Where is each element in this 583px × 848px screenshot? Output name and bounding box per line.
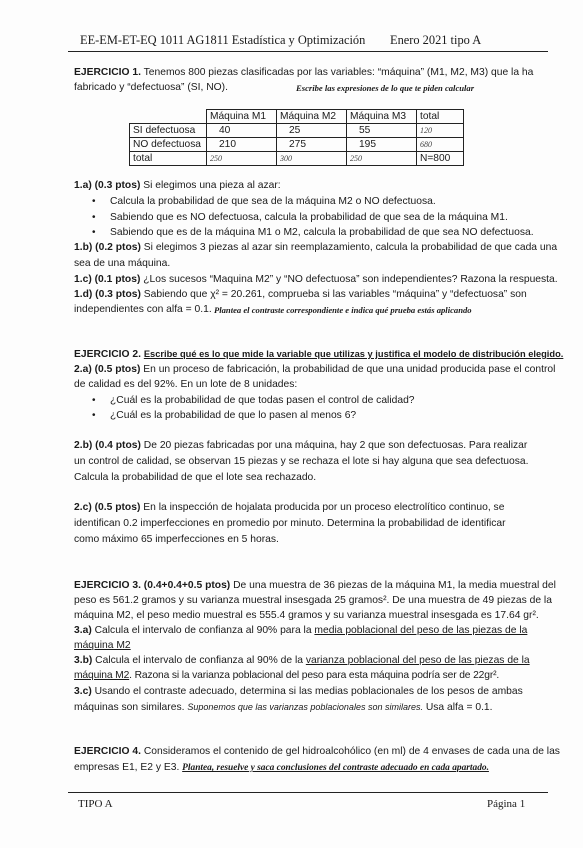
ex4-text1: Consideramos el contenido de gel hidroalcohólico (en ml) de 4 envases de cada una de las (140, 746, 560, 757)
page-header (68, 30, 548, 52)
ex2-c-line3: como máximo 65 imperfecciones en 5 horas. (74, 534, 279, 545)
table-cell: 25 (277, 124, 347, 138)
table-header-cell: Máquina M2 (277, 110, 347, 124)
ex1-qd-note: Plantea el contraste correspondiente e indica qué prueba estás aplicando (214, 305, 472, 315)
ex3-b-underlined2: máquina M2 (74, 670, 130, 681)
ex1-intro-line1 (74, 66, 533, 80)
ex3-title: EJERCICIO 3. (0.4+0.4+0.5 ptos) (74, 580, 231, 591)
table-row-label: NO defectuosa (130, 138, 207, 152)
ex1-qd-line2: independientes con alfa = 0.1. (74, 304, 212, 315)
ex2-a-line2: de calidad es del 92%. En un lote de 8 unidades: (74, 379, 298, 390)
ex1-title: EJERCICIO 1. (74, 67, 141, 78)
ex2-header (74, 347, 563, 362)
ex1-qa-bullet: Calcula la probabilidad de que sea de la máquina M2 o NO defectuosa. (110, 196, 436, 207)
ex2-a-line1 (74, 363, 555, 377)
ex2-a-text: En un proceso de fabricación, la probabilidad de que una unidad producida pase el control (140, 364, 556, 375)
ex1-intro-text: Tenemos 800 piezas clasificadas por las variables: “máquina” (M1, M2, M3) que la ha (140, 67, 534, 78)
ex3-text1: De una muestra de 36 piezas de la máquina M1, la media muestral del (230, 580, 556, 591)
ex1-qa-bullet: Sabiendo que es NO defectuosa, calcula la probabilidad de que sea de la máquina M1. (110, 212, 508, 223)
ex2-a-bullet: ¿Cuál es la probabilidad de que todas pasen el control de calidad? (110, 395, 415, 406)
table-row-label: total (130, 152, 207, 166)
table-cell-handwritten: 250 (207, 152, 277, 166)
ex3-c-text: Usando el contraste adecuado, determina si las medias poblacionales de los pesos de ambas (91, 686, 523, 697)
footer-type: TIPO A (78, 798, 113, 810)
ex4-text2: empresas E1, E2 y E3. (74, 762, 183, 773)
table-corner (130, 110, 207, 124)
bullet-icon: • (92, 395, 96, 406)
ex3-a-line1 (74, 624, 527, 638)
ex2-title: EJERCICIO 2. (74, 349, 141, 360)
ex2-b-label: 2.b) (0.4 ptos) (74, 440, 141, 451)
ex2-b-text: De 20 piezas fabricadas por una máquina, hay 2 que son defectuosas. Para realizar (140, 440, 528, 451)
table-cell: 195 (347, 138, 417, 152)
table-header-cell: total (417, 110, 464, 124)
exam-date-type: Enero 2021 tipo A (390, 33, 482, 47)
ex2-b-line2: un control de calidad, se observan 15 piezas y se rechaza el lote si hay alguna que sea defectuosa. (74, 456, 529, 467)
ex1-qb-line2: sea de una máquina. (74, 258, 171, 269)
ex2-c-label: 2.c) (0.5 ptos) (74, 502, 141, 513)
table-header-cell: Máquina M3 (347, 110, 417, 124)
ex1-intro-text2: fabricado y “defectuosa” (SI, NO). (74, 82, 228, 93)
ex2-b-line3: Calcula la probabilidad de que el lote sea rechazado. (74, 472, 317, 483)
ex2-title-note: Escribe qué es lo que mide la variable que utilizas y justifica el modelo de distribución elegido. (143, 349, 564, 359)
table-cell: 210 (207, 138, 277, 152)
ex2-a-bullet: ¿Cuál es la probabilidad de que lo pasen al menos 6? (110, 410, 357, 421)
table-row-label: SI defectuosa (130, 124, 207, 138)
ex1-qb-text: Si elegimos 3 piezas al azar sin reemplazamiento, calcula la probabilidad de que cada una (140, 242, 558, 253)
bullet-icon: • (92, 410, 96, 421)
ex4-note: Plantea, resuelve y saca conclusiones del contraste adecuado en cada apartado. (182, 763, 489, 773)
ex2-c-text: En la inspección de hojalata producida por un proceso electrolítico continuo, se (140, 502, 505, 513)
ex3-c-text2: máquinas son similares. (74, 702, 185, 713)
ex3-line1 (74, 579, 556, 593)
table-cell: 40 (207, 124, 277, 138)
ex1-qa-text: Si elegimos una pieza al azar: (140, 180, 281, 191)
ex3-line3: máquina M2, el peso medio muestral es 555.4 gramos y su varianza muestral insesgada es 17.64 gr². (74, 610, 539, 621)
ex2-b-line1 (74, 439, 527, 453)
table-header-row (130, 110, 464, 124)
ex1-intro-line2 (74, 81, 228, 95)
ex3-a-text: Calcula el intervalo de confianza al 90% para la (91, 625, 315, 636)
ex3-c-tail: Usa alfa = 0.1. (422, 702, 493, 713)
ex4-line1 (74, 745, 560, 759)
table-header-cell: Máquina M1 (207, 110, 277, 124)
ex1-note: Escribe las expresiones de lo que te piden calcular (296, 83, 475, 93)
bullet-icon: • (92, 196, 96, 207)
ex3-a-label: 3.a) (74, 625, 92, 636)
frequency-table (129, 109, 464, 166)
ex3-b-underlined: varianza poblacional del peso de las piezas de la (305, 655, 530, 666)
table-row (130, 124, 464, 138)
ex3-b-line1 (74, 654, 530, 668)
ex3-c-label: 3.c) (74, 686, 92, 697)
ex1-qd-label: 1.d) (0.3 ptos) (74, 289, 141, 300)
ex3-b-text: Calcula el intervalo de confianza al 90% de la (92, 655, 306, 666)
ex3-c-line2 (74, 700, 493, 715)
course-title: EE-EM-ET-EQ 1011 AG1811 Estadística y Optimización (80, 33, 366, 47)
ex1-qa (74, 179, 281, 193)
ex2-c-line2: identifican 0.2 imperfecciones en promedio por minuto. Determina la probabilidad de identificar (74, 518, 506, 529)
bullet-icon: • (92, 227, 96, 238)
footer-divider (68, 792, 548, 793)
ex4-title: EJERCICIO 4. (74, 746, 141, 757)
ex1-qc-text: ¿Los sucesos “Maquina M2” y “NO defectuosa” son independientes? Razona la respuesta. (140, 274, 558, 285)
table-row (130, 152, 464, 166)
ex3-b-label: 3.b) (74, 655, 93, 666)
ex3-a-underlined: media poblacional del peso de las piezas de la (314, 625, 528, 636)
ex3-b-tail: . Razona si la varianza poblacional del peso para esta máquina podría ser de 22gr². (129, 670, 500, 681)
ex1-qa-label: 1.a) (0.3 ptos) (74, 180, 141, 191)
footer-page-number: Página 1 (487, 798, 526, 810)
table-cell-handwritten: 250 (347, 152, 417, 166)
ex3-c-line1 (74, 685, 523, 699)
ex1-qb-label: 1.b) (0.2 ptos) (74, 242, 141, 253)
ex1-qd-line1 (74, 288, 527, 302)
table-cell: 275 (277, 138, 347, 152)
table-row (130, 138, 464, 152)
ex1-qa-bullet: Sabiendo que es de la máquina M1 o M2, calcula la probabilidad de que sea NO defectuosa. (110, 227, 534, 238)
ex3-a-line2: máquina M2 (74, 640, 131, 651)
ex1-qb-line1 (74, 241, 557, 255)
ex1-qc (74, 273, 558, 287)
table-cell: 55 (347, 124, 417, 138)
table-cell-total: N=800 (417, 152, 464, 166)
ex4-line2 (74, 761, 489, 775)
ex1-qc-label: 1.c) (0.1 ptos) (74, 274, 141, 285)
table-cell-handwritten: 120 (417, 124, 464, 138)
ex2-c-line1 (74, 501, 504, 515)
ex1-qd-text: Sabiendo que χ² = 20.261, comprueba si las variables “máquina” y “defectuosa” son (140, 289, 527, 300)
ex3-b-line2 (74, 669, 499, 683)
bullet-icon: • (92, 212, 96, 223)
ex3-c-note: Suponemos que las varianzas poblacionales son similares. (187, 702, 423, 712)
table-cell-handwritten: 300 (277, 152, 347, 166)
ex2-a-label: 2.a) (0.5 ptos) (74, 364, 141, 375)
table-cell-handwritten: 680 (417, 138, 464, 152)
ex3-line2: peso es 561.2 gramos y su varianza muestral insesgada 25 gramos². De una muestra de 49 piezas de la (74, 595, 552, 606)
